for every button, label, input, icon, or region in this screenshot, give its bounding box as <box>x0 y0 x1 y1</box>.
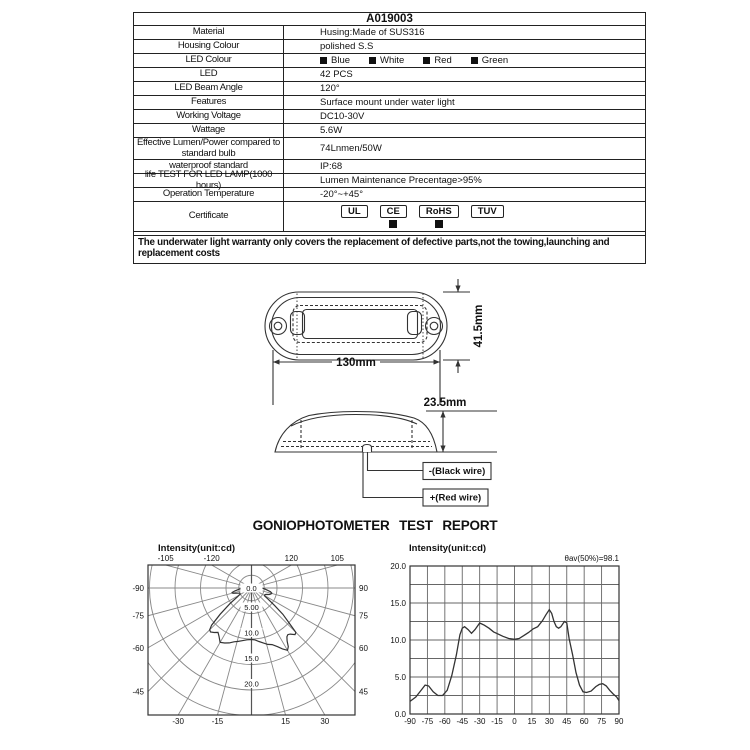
spec-row-label: Effective Lumen/Power compared to standard bulb <box>134 138 284 159</box>
polar-angle-label: 15 <box>281 717 290 726</box>
y-tick-label: 20.0 <box>390 562 406 571</box>
spec-row-value: 74Lnmen/50W <box>320 143 382 154</box>
spec-row-label: LED Beam Angle <box>134 82 284 95</box>
height-dimension-label: 41.5mm <box>473 304 486 348</box>
spec-row-label: Housing Colour <box>134 40 284 53</box>
polar-angle-label: -75 <box>132 611 144 621</box>
polar-angle-label: -15 <box>211 717 224 726</box>
black-wire-label: -(Black wire) <box>428 466 486 477</box>
x-tick-label: 45 <box>562 717 572 726</box>
y-tick-label: 0.0 <box>394 710 406 719</box>
led-color-option: White <box>369 55 404 66</box>
led-color-option: Red <box>423 55 451 66</box>
certificate-box: CE <box>380 205 407 218</box>
spec-row-label: LED Colour <box>134 54 284 67</box>
polar-angle-label: 90 <box>359 584 368 593</box>
thickness-dimension-label: 23.5mm <box>423 397 467 409</box>
polar-angle-label: 60 <box>359 643 368 653</box>
beam-angle-annotation: θav(50%)=98.1 <box>564 554 619 563</box>
led-color-option: Green <box>471 55 508 66</box>
red-wire-label: +(Red wire) <box>429 492 482 504</box>
x-tick-label: 75 <box>597 717 607 726</box>
spec-row-value: IP:68 <box>320 161 343 172</box>
spec-row-value: 120° <box>320 83 340 94</box>
width-dimension-label: 130mm <box>336 357 376 369</box>
spec-row-value: -20°~+45° <box>320 189 363 200</box>
polar-ring-label: 0.0 <box>246 584 257 593</box>
x-tick-label: 60 <box>579 717 589 726</box>
spec-row-value: 5.6W <box>320 125 343 136</box>
polar-angle-label: -60 <box>132 643 144 653</box>
polar-ring-label: 5.00 <box>244 603 259 612</box>
report-heading: GONIOPHOTOMETER TEST REPORT <box>252 518 498 533</box>
x-tick-label: 0 <box>512 717 517 726</box>
polar-intensity-chart <box>0 288 552 750</box>
line-chart-title: Intensity(unit:cd) <box>409 543 487 554</box>
polar-angle-label: 30 <box>320 717 330 726</box>
x-tick-label: -45 <box>456 717 469 726</box>
y-tick-label: 5.0 <box>394 673 406 682</box>
spec-row-label: Wattage <box>134 124 284 137</box>
spec-row-label: Operation Temperature <box>134 188 284 201</box>
polar-ring-label: 10.0 <box>244 628 259 638</box>
polar-ring-label: 20.0 <box>244 679 259 689</box>
certificate-box: RoHS <box>419 205 459 218</box>
certificate-box: TUV <box>471 205 504 218</box>
certificate-box: UL <box>341 205 368 218</box>
polar-grid <box>0 288 552 750</box>
polar-angle-label: -90 <box>132 584 144 593</box>
warranty-note: The underwater light warranty only covers the replacement of defective parts,not the towing,launching and replacement costs <box>134 235 645 263</box>
polar-angle-label: -30 <box>172 717 184 726</box>
spec-row-label: Working Voltage <box>134 110 284 123</box>
polar-angle-label: 105 <box>330 554 345 563</box>
polar-angle-label: -45 <box>132 687 144 697</box>
spec-row-label: Features <box>134 96 284 109</box>
polar-angle-label: -120 <box>203 554 220 563</box>
x-tick-label: 15 <box>527 717 537 726</box>
spec-row-value: polished S.S <box>320 41 374 52</box>
x-tick-label: 30 <box>544 717 554 726</box>
x-tick-label: -15 <box>491 717 503 726</box>
x-tick-label: -30 <box>473 717 486 726</box>
spec-row-label: Material <box>134 26 284 39</box>
led-color-option: Blue <box>320 55 350 66</box>
spec-row-label: waterproof standard <box>134 160 284 173</box>
spec-row-value: 42 PCS <box>320 69 353 80</box>
model-number: A019003 <box>134 13 645 26</box>
x-tick-label: -60 <box>439 717 451 726</box>
y-tick-label: 15.0 <box>390 599 406 608</box>
polar-angle-label: 75 <box>359 611 368 621</box>
spec-row-label: LED <box>134 68 284 81</box>
spec-row-value: Surface mount under water light <box>320 97 455 108</box>
x-tick-label: -75 <box>421 717 434 726</box>
x-tick-label: 90 <box>614 717 624 726</box>
intensity-line-chart <box>390 543 624 726</box>
spec-row-label: Certificate <box>134 202 284 231</box>
polar-ring-label: 15.0 <box>244 654 259 663</box>
polar-angle-label: 45 <box>359 687 368 697</box>
spec-row-value: DC10-30V <box>320 111 365 122</box>
spec-row-value: Husing:Made of SUS316 <box>320 27 425 38</box>
spec-row-value: Lumen Maintenance Precentage>95% <box>320 175 482 186</box>
spec-row-label: life TEST FOR LED LAMP(1000 hours) <box>134 174 284 187</box>
polar-angle-label: -105 <box>157 554 174 563</box>
polar-chart-title: Intensity(unit:cd) <box>158 543 236 554</box>
y-tick-label: 10.0 <box>390 636 406 645</box>
x-tick-label: -90 <box>404 717 416 726</box>
polar-angle-label: 120 <box>284 554 299 563</box>
